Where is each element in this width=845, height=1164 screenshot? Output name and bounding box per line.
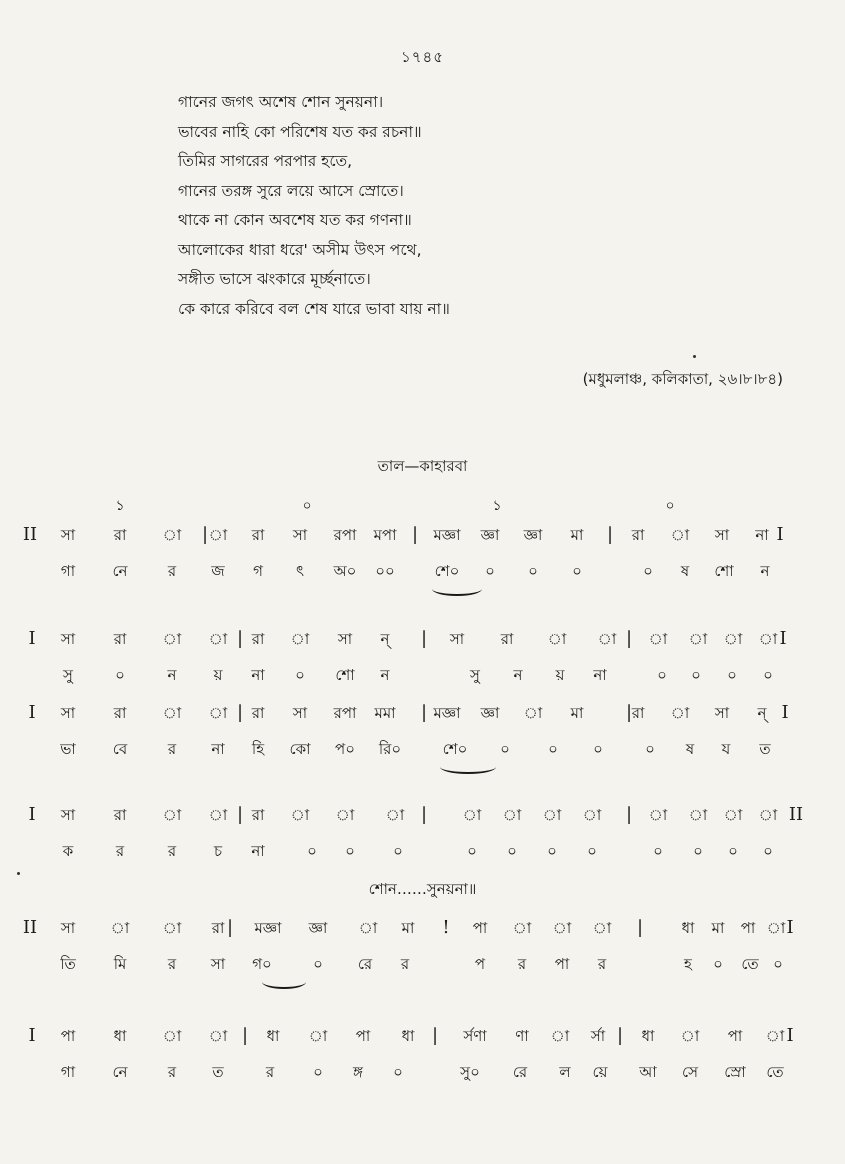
- lyric-syllable: সা: [210, 955, 226, 973]
- lyric-syllable: ০: [653, 842, 663, 860]
- note: া: [162, 919, 182, 937]
- note: জ্ঞা: [308, 919, 328, 937]
- lyric-syllable: মি: [113, 955, 127, 973]
- note: র্সা: [590, 1027, 606, 1045]
- note: া: [208, 526, 228, 544]
- barline: |: [226, 917, 234, 938]
- notation-staff: [0, 804, 845, 860]
- lyric-syllable: গা: [60, 1063, 76, 1081]
- note: মপা: [373, 526, 397, 544]
- barline: |: [625, 628, 633, 649]
- lyric-row: [0, 738, 845, 764]
- note: রা: [251, 806, 265, 824]
- lyric-syllable: নে: [112, 562, 128, 580]
- lyric-syllable: ০: [763, 842, 773, 860]
- lyric-syllable: প০: [335, 740, 355, 758]
- lyric-syllable: ষ: [685, 740, 695, 758]
- note: া: [512, 919, 532, 937]
- note: পা: [472, 919, 488, 937]
- lyric-syllable: ন: [167, 666, 177, 684]
- note: সা: [714, 704, 730, 722]
- lyric-syllable: প: [474, 955, 486, 973]
- lyric-syllable: ০: [547, 842, 557, 860]
- note: ণা: [515, 1027, 529, 1045]
- lyric-syllable: ০: [467, 842, 477, 860]
- beat-marker: ০: [302, 498, 312, 514]
- ink-speck: [693, 355, 696, 358]
- lyric-syllable: সে: [682, 1063, 698, 1081]
- lyric-syllable: না: [251, 842, 265, 860]
- note: জ্ঞা: [523, 526, 543, 544]
- lyric-syllable: ০: [572, 562, 582, 580]
- note: সা: [337, 630, 353, 648]
- lyric-syllable: স্রো: [724, 1063, 746, 1081]
- lyric-syllable: ০: [773, 955, 783, 973]
- lyric-syllable: ঙ্গ: [353, 1063, 363, 1081]
- lyric-syllable: ০: [295, 666, 305, 684]
- lyric-syllable: বে: [112, 740, 128, 758]
- lyric-syllable: ০০: [375, 562, 395, 580]
- notation-staff: [0, 524, 845, 580]
- note: া: [670, 704, 690, 722]
- lyric-syllable: র: [115, 842, 125, 860]
- note: ন্: [380, 630, 390, 648]
- lyric-syllable: ০: [693, 842, 703, 860]
- swaralipi-row: [0, 1025, 845, 1053]
- poem-line: গানের তরঙ্গ সুরে লয়ে আসে স্রোতে।: [178, 181, 404, 200]
- note: া: [502, 806, 522, 824]
- refrain: শোন……সুনয়না॥: [368, 880, 477, 898]
- lyric-syllable: শো: [335, 666, 355, 684]
- lyric-syllable: ০: [657, 666, 667, 684]
- note: র্সণা: [463, 1027, 487, 1045]
- lyric-syllable: কো: [289, 740, 311, 758]
- barline: II: [22, 917, 38, 938]
- note: পা: [60, 1027, 76, 1045]
- lyric-syllable: র: [167, 955, 177, 973]
- lyric-syllable: ন: [760, 562, 770, 580]
- lyric-syllable: শে০: [434, 562, 460, 580]
- barline: |: [625, 702, 633, 723]
- barline: I: [779, 628, 787, 649]
- note: া: [162, 1027, 182, 1045]
- note: ধা: [401, 1027, 415, 1045]
- note: া: [542, 806, 562, 824]
- lyric-syllable: ০: [307, 842, 317, 860]
- poem-line: থাকে না কোন অবশেষ যত কর গণনা॥: [178, 211, 412, 229]
- note: জ্ঞা: [480, 526, 500, 544]
- lyric-syllable: রি০: [378, 740, 402, 758]
- lyric-syllable: র: [400, 955, 410, 973]
- lyric-syllable: ভা: [60, 740, 76, 758]
- note: া: [765, 1027, 785, 1045]
- barline: II: [22, 524, 38, 545]
- lyric-syllable: য়ে: [592, 1063, 608, 1081]
- note: পা: [355, 1027, 371, 1045]
- lyric-syllable: জ: [211, 562, 225, 580]
- note: মজ্ঞা: [433, 526, 461, 544]
- swaralipi-row: [0, 628, 845, 656]
- note: া: [308, 1027, 328, 1045]
- note: মা: [401, 919, 415, 937]
- lyric-row: [0, 1061, 845, 1087]
- lyric-syllable: র: [167, 842, 177, 860]
- lyric-syllable: ০: [313, 955, 323, 973]
- lyric-syllable: ০: [713, 955, 723, 973]
- lyric-syllable: সু: [63, 666, 73, 684]
- swaralipi-row: [0, 917, 845, 945]
- note: পা: [740, 919, 756, 937]
- lyric-syllable: অ০: [333, 562, 357, 580]
- poem-line: সঙ্গীত ভাসে ঝংকারে মূর্চ্ছনাতে।: [178, 270, 371, 288]
- note: রা: [631, 704, 645, 722]
- lyric-syllable: গা: [60, 562, 76, 580]
- barline: |: [236, 628, 244, 649]
- lyric-syllable: না: [593, 666, 607, 684]
- barline: |: [241, 1025, 249, 1046]
- note: া: [162, 704, 182, 722]
- lyric-syllable: য়: [555, 666, 565, 684]
- note: মজ্ঞা: [433, 704, 461, 722]
- barline: I: [28, 1025, 36, 1046]
- barline: |: [420, 804, 428, 825]
- note: সা: [60, 704, 76, 722]
- lyric-syllable: র: [167, 1063, 177, 1081]
- barline: |: [606, 524, 614, 545]
- barline: I: [28, 702, 36, 723]
- note: রা: [113, 526, 127, 544]
- note: সা: [292, 704, 308, 722]
- note: া: [208, 704, 228, 722]
- note: া: [648, 630, 668, 648]
- lyric-syllable: ত: [759, 740, 771, 758]
- note: া: [208, 1027, 228, 1045]
- note: া: [648, 806, 668, 824]
- lyric-syllable: ল: [559, 1063, 571, 1081]
- note: রা: [251, 704, 265, 722]
- note: া: [670, 526, 690, 544]
- barline: |: [201, 524, 209, 545]
- note: া: [680, 1027, 700, 1045]
- note: ধা: [681, 919, 695, 937]
- swaralipi-row: [0, 804, 845, 832]
- slur-mark: [262, 975, 306, 989]
- barline: |: [236, 702, 244, 723]
- ink-speck: [17, 872, 20, 875]
- note: রা: [631, 526, 645, 544]
- lyric-syllable: য: [721, 740, 731, 758]
- lyric-syllable: ০: [763, 666, 773, 684]
- swaralipi-row: [0, 702, 845, 730]
- note: না: [755, 526, 769, 544]
- notation-staff: [0, 628, 845, 684]
- barline: |: [616, 1025, 624, 1046]
- poem-line: ভাবের নাহি কো পরিশেষ যত কর রচনা॥: [178, 122, 422, 141]
- beat-marker: ০: [665, 498, 675, 514]
- lyric-syllable: ক: [62, 842, 74, 860]
- slur-mark: [440, 760, 496, 774]
- poem-line: কে কারে করিবে বল শেষ যারে ভাবা যায় না॥: [178, 299, 450, 318]
- note: রপা: [333, 526, 357, 544]
- lyric-syllable: ০: [313, 1063, 323, 1081]
- lyric-syllable: ০: [528, 562, 538, 580]
- note: রা: [251, 630, 265, 648]
- barline: |: [411, 524, 419, 545]
- note: া: [290, 630, 310, 648]
- note: ধা: [641, 1027, 655, 1045]
- lyric-syllable: ত: [212, 1063, 224, 1081]
- lyric-syllable: শে০: [442, 740, 468, 758]
- lyric-syllable: তি: [60, 955, 76, 973]
- lyric-syllable: ০: [727, 666, 737, 684]
- notation-staff: [0, 702, 845, 758]
- lyric-syllable: ন: [513, 666, 523, 684]
- barline: |: [420, 702, 428, 723]
- poem: [178, 88, 598, 324]
- lyric-syllable: ০: [587, 842, 597, 860]
- note: রপা: [333, 704, 357, 722]
- lyric-syllable: ষ: [680, 562, 690, 580]
- note: া: [358, 919, 378, 937]
- lyric-syllable: র: [597, 955, 607, 973]
- beat-marker: ১: [492, 498, 502, 514]
- barline: |: [625, 804, 633, 825]
- note: সা: [60, 806, 76, 824]
- note: ন্: [757, 704, 767, 722]
- lyric-syllable: য়: [213, 666, 223, 684]
- note: সা: [60, 919, 76, 937]
- poem-line: তিমির সাগরের পরপার হতে,: [178, 152, 353, 170]
- note: া: [547, 630, 567, 648]
- lyric-syllable: ০: [548, 740, 558, 758]
- note: া: [597, 630, 617, 648]
- note: া: [688, 806, 708, 824]
- barline: I: [786, 1025, 794, 1046]
- beat-marker: ১: [115, 498, 125, 514]
- note: জ্ঞা: [480, 704, 500, 722]
- barline: |: [636, 917, 644, 938]
- lyric-syllable: ০: [643, 562, 653, 580]
- note: া: [335, 806, 355, 824]
- lyric-syllable: না: [251, 666, 265, 684]
- note: সা: [60, 526, 76, 544]
- note: মজ্ঞা: [254, 919, 282, 937]
- lyric-syllable: র: [167, 562, 177, 580]
- note: া: [552, 919, 572, 937]
- barline: |: [431, 1025, 439, 1046]
- note: া: [723, 630, 743, 648]
- lyric-syllable: হি: [251, 740, 265, 758]
- barline: I: [28, 804, 36, 825]
- note: ধা: [266, 1027, 280, 1045]
- beat-markers: [0, 494, 845, 514]
- lyric-syllable: র: [167, 740, 177, 758]
- lyric-row: [0, 953, 845, 979]
- slur-mark: [432, 582, 482, 596]
- lyric-row: [0, 560, 845, 586]
- note: া: [688, 630, 708, 648]
- page-number: ১৭৪৫: [401, 48, 444, 66]
- source-citation: (মধুমলাঞ্চ, কলিকাতা, ২৬।৮।৮৪): [582, 370, 783, 388]
- barline: !: [442, 917, 450, 938]
- poem-line: আলোকের ধারা ধরে' অসীম উৎস পথে,: [178, 240, 422, 259]
- lyric-syllable: ০: [393, 1063, 403, 1081]
- lyric-syllable: রে: [512, 1063, 528, 1081]
- note: সা: [449, 630, 465, 648]
- note: া: [290, 806, 310, 824]
- note: া: [208, 806, 228, 824]
- lyric-syllable: ০: [393, 842, 403, 860]
- note: রা: [113, 806, 127, 824]
- note: মা: [711, 919, 725, 937]
- note: রা: [113, 704, 127, 722]
- notation-staff: [0, 917, 845, 973]
- note: া: [385, 806, 405, 824]
- note: মা: [570, 704, 584, 722]
- note: রা: [113, 630, 127, 648]
- lyric-syllable: শো: [714, 562, 734, 580]
- lyric-syllable: ০: [345, 842, 355, 860]
- note: মমা: [374, 704, 396, 722]
- lyric-syllable: না: [211, 740, 225, 758]
- lyric-syllable: আ: [639, 1063, 657, 1081]
- barline: I: [781, 702, 789, 723]
- note: া: [162, 526, 182, 544]
- lyric-syllable: ০: [593, 740, 603, 758]
- note: া: [582, 806, 602, 824]
- lyric-syllable: নে: [112, 1063, 128, 1081]
- note: পা: [727, 1027, 743, 1045]
- lyric-syllable: ০: [691, 666, 701, 684]
- lyric-syllable: তে: [766, 1063, 784, 1081]
- lyric-syllable: ০: [507, 842, 517, 860]
- note: া: [162, 630, 182, 648]
- lyric-syllable: রে: [357, 955, 373, 973]
- swaralipi-row: [0, 524, 845, 552]
- lyric-syllable: ০: [485, 562, 495, 580]
- notation-staff: [0, 1025, 845, 1081]
- note: মা: [570, 526, 584, 544]
- note: া: [758, 806, 778, 824]
- barline: |: [236, 804, 244, 825]
- note: া: [766, 919, 786, 937]
- lyric-syllable: র: [265, 1063, 275, 1081]
- note: া: [758, 630, 778, 648]
- lyric-syllable: পা: [554, 955, 570, 973]
- note: া: [550, 1027, 570, 1045]
- lyric-syllable: হ: [684, 955, 692, 973]
- note: সা: [714, 526, 730, 544]
- lyric-row: [0, 664, 845, 690]
- lyric-syllable: তে: [741, 955, 759, 973]
- note: ধা: [113, 1027, 127, 1045]
- barline: |: [420, 628, 428, 649]
- note: া: [110, 919, 130, 937]
- lyric-syllable: ন: [380, 666, 390, 684]
- lyric-syllable: ০: [645, 740, 655, 758]
- poem-line: গানের জগৎ অশেষ শোন সুনয়না।: [178, 93, 384, 111]
- barline: I: [786, 917, 794, 938]
- lyric-syllable: সু: [470, 666, 480, 684]
- note: া: [592, 919, 612, 937]
- lyric-syllable: গ০: [252, 955, 272, 973]
- note: া: [162, 806, 182, 824]
- note: সা: [292, 526, 308, 544]
- lyric-syllable: ০: [115, 666, 125, 684]
- note: া: [462, 806, 482, 824]
- note: া: [208, 630, 228, 648]
- barline: II: [788, 804, 804, 825]
- note: রা: [251, 526, 265, 544]
- barline: I: [776, 524, 784, 545]
- lyric-syllable: সু০: [460, 1063, 480, 1081]
- note: সা: [60, 630, 76, 648]
- lyric-row: [0, 840, 845, 866]
- lyric-syllable: ০: [500, 740, 510, 758]
- lyric-syllable: গ: [253, 562, 263, 580]
- lyric-syllable: ৎ: [295, 562, 305, 580]
- taal-title: তাল—কাহারবা: [377, 457, 468, 475]
- note: া: [723, 806, 743, 824]
- lyric-syllable: র: [517, 955, 527, 973]
- note: রা: [500, 630, 514, 648]
- lyric-syllable: চ: [213, 842, 223, 860]
- barline: I: [28, 628, 36, 649]
- note: রা: [211, 919, 225, 937]
- lyric-syllable: ০: [728, 842, 738, 860]
- note: া: [523, 704, 543, 722]
